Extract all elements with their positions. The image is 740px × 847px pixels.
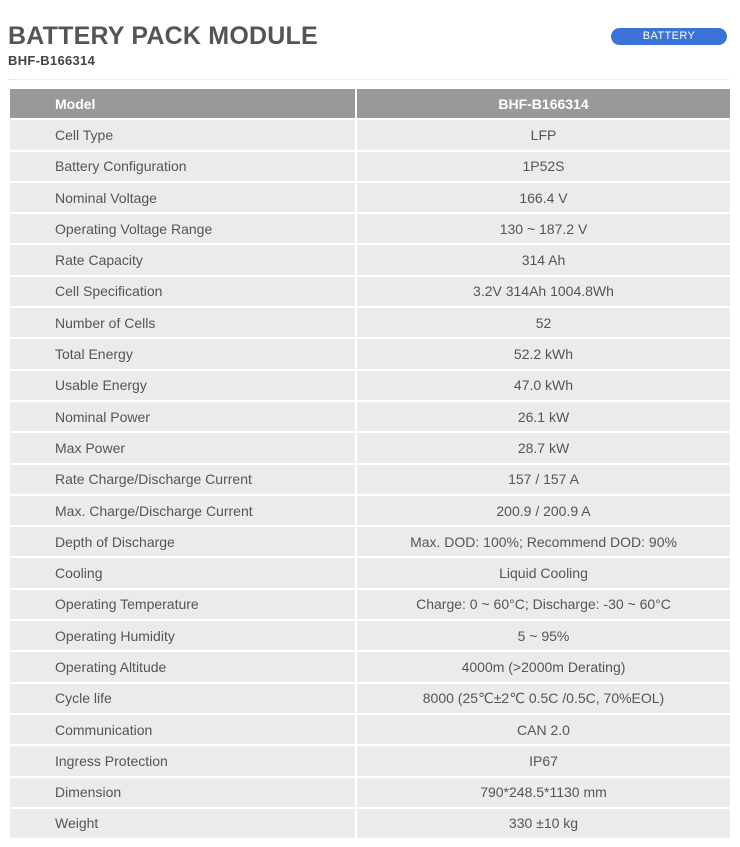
- table-row: [10, 683, 730, 714]
- table-row: [10, 276, 730, 307]
- header-label: Model: [10, 89, 356, 119]
- row-label: Number of Cells: [10, 307, 356, 338]
- row-value: LFP: [356, 119, 730, 150]
- row-value: IP67: [356, 745, 730, 776]
- row-value: CAN 2.0: [356, 714, 730, 745]
- table-row: [10, 620, 730, 651]
- table-row: [10, 401, 730, 432]
- row-value: 330 ±10 kg: [356, 808, 730, 839]
- table-row: [10, 464, 730, 495]
- table-row: [10, 495, 730, 526]
- row-value: Liquid Cooling: [356, 557, 730, 588]
- table-row: [10, 307, 730, 338]
- row-label: Nominal Voltage: [10, 182, 356, 213]
- row-label: Weight: [10, 808, 356, 839]
- row-value: 314 Ah: [356, 244, 730, 275]
- row-value: 52.2 kWh: [356, 338, 730, 369]
- row-value: 1P52S: [356, 151, 730, 182]
- row-label: Nominal Power: [10, 401, 356, 432]
- page-header: [0, 0, 740, 80]
- table-row: [10, 432, 730, 463]
- row-label: Depth of Discharge: [10, 526, 356, 557]
- header-divider: [8, 79, 730, 80]
- row-label: Operating Voltage Range: [10, 213, 356, 244]
- table-row: [10, 182, 730, 213]
- row-label: Communication: [10, 714, 356, 745]
- row-value: 4000m (>2000m Derating): [356, 651, 730, 682]
- row-value: Charge: 0 ~ 60°C; Discharge: -30 ~ 60°C: [356, 589, 730, 620]
- row-label: Operating Altitude: [10, 651, 356, 682]
- row-value: 8000 (25℃±2℃ 0.5C /0.5C, 70%EOL): [356, 683, 730, 714]
- table-header-row: [10, 89, 730, 119]
- row-value: Max. DOD: 100%; Recommend DOD: 90%: [356, 526, 730, 557]
- row-value: 157 / 157 A: [356, 464, 730, 495]
- row-label: Max Power: [10, 432, 356, 463]
- row-value: 47.0 kWh: [356, 370, 730, 401]
- row-label: Cell Type: [10, 119, 356, 150]
- model-code: BHF-B166314: [8, 53, 96, 68]
- row-value: 200.9 / 200.9 A: [356, 495, 730, 526]
- row-label: Battery Configuration: [10, 151, 356, 182]
- row-label: Rate Charge/Discharge Current: [10, 464, 356, 495]
- row-value: 52: [356, 307, 730, 338]
- row-label: Operating Temperature: [10, 589, 356, 620]
- table-row: [10, 338, 730, 369]
- table-row: [10, 777, 730, 808]
- table-row: [10, 526, 730, 557]
- table-row: [10, 808, 730, 839]
- row-label: Cooling: [10, 557, 356, 588]
- header-value: BHF-B166314: [356, 89, 730, 119]
- category-badge[interactable]: BATTERY: [611, 28, 727, 45]
- table-row: [10, 151, 730, 182]
- row-label: Cycle life: [10, 683, 356, 714]
- table-row: [10, 244, 730, 275]
- table-row: [10, 589, 730, 620]
- table-row: [10, 557, 730, 588]
- row-value: 790*248.5*1130 mm: [356, 777, 730, 808]
- table-row: [10, 651, 730, 682]
- row-value: 3.2V 314Ah 1004.8Wh: [356, 276, 730, 307]
- row-value: 26.1 kW: [356, 401, 730, 432]
- row-value: 28.7 kW: [356, 432, 730, 463]
- row-label: Dimension: [10, 777, 356, 808]
- row-value: 166.4 V: [356, 182, 730, 213]
- row-label: Ingress Protection: [10, 745, 356, 776]
- table-row: [10, 213, 730, 244]
- page-title: BATTERY PACK MODULE: [8, 22, 318, 50]
- row-label: Cell Specification: [10, 276, 356, 307]
- row-value: 130 ~ 187.2 V: [356, 213, 730, 244]
- table-row: [10, 370, 730, 401]
- row-value: 5 ~ 95%: [356, 620, 730, 651]
- row-label: Operating Humidity: [10, 620, 356, 651]
- row-label: Usable Energy: [10, 370, 356, 401]
- row-label: Rate Capacity: [10, 244, 356, 275]
- row-label: Max. Charge/Discharge Current: [10, 495, 356, 526]
- table-row: [10, 119, 730, 150]
- spec-table: [10, 89, 730, 840]
- table-row: [10, 714, 730, 745]
- table-row: [10, 745, 730, 776]
- row-label: Total Energy: [10, 338, 356, 369]
